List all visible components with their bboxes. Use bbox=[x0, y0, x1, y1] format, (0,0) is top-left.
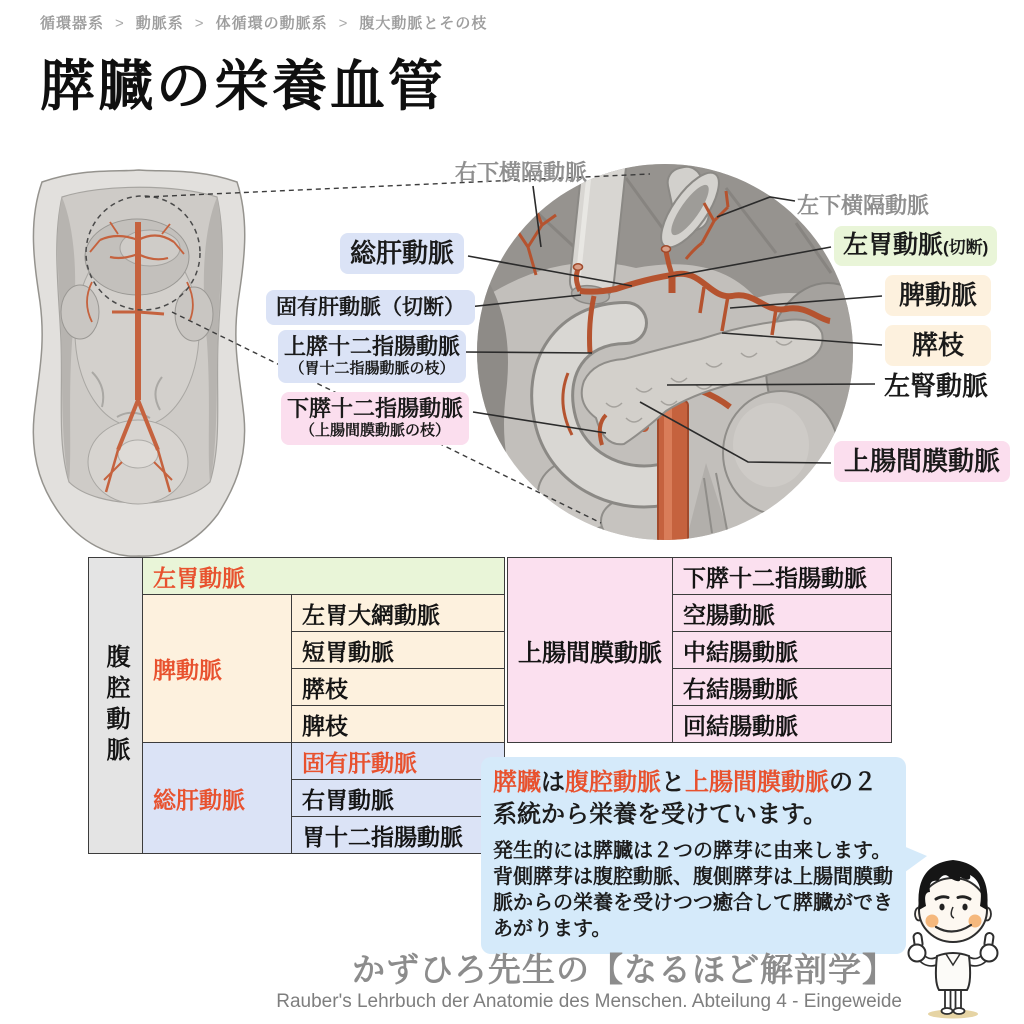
cell-hepatic-branch: 右胃動脈 bbox=[292, 780, 505, 817]
cell-sma-branch: 中結腸動脈 bbox=[673, 632, 892, 669]
leader-left-renal bbox=[667, 384, 875, 385]
label-main-text: 上膵十二指腸動脈 bbox=[284, 334, 461, 359]
leader-left-inferior-phrenic bbox=[717, 197, 795, 217]
label-superior-mesenteric-artery: 上腸間膜動脈 bbox=[834, 441, 1010, 482]
footer-brand: かずひろ先生の【なるほど解剖学】 bbox=[352, 951, 896, 988]
label-splenic-artery: 脾動脈 bbox=[885, 275, 991, 316]
cell-splenic-branch: 脾枝 bbox=[292, 706, 505, 743]
label-sub-text: （上腸間膜動脈の枝） bbox=[300, 422, 451, 440]
leader-inf-pancreaticoduodenal bbox=[473, 412, 606, 433]
leader-right-inferior-phrenic bbox=[533, 186, 541, 247]
label-proper-hepatic-artery: 固有肝動脈（切断） bbox=[266, 290, 475, 325]
cell-left-gastric: 左胃動脈 bbox=[143, 558, 505, 595]
page-title: 膵臓の栄養血管 bbox=[40, 55, 447, 117]
cell-sma-branch: 回結腸動脈 bbox=[673, 706, 892, 743]
label-superior-pancreaticoduodenal-artery bbox=[278, 330, 466, 383]
note-summary: 膵臓は腹腔動脈と上腸間膜動脈の２系統から栄養を受けています。 bbox=[493, 769, 877, 828]
cell-sma-branch: 下膵十二指腸動脈 bbox=[673, 558, 892, 595]
leader-splenic bbox=[730, 296, 882, 308]
mascot-illustration bbox=[892, 848, 1016, 1020]
label-cut-note: (切断) bbox=[943, 238, 989, 257]
breadcrumb-item-systemic[interactable]: 体循環の動脈系 bbox=[215, 15, 328, 32]
celiac-artery-table bbox=[88, 557, 505, 854]
leader-left-gastric bbox=[668, 247, 831, 277]
cell-splenic-branch: 膵枝 bbox=[292, 669, 505, 706]
label-left-gastric-artery bbox=[834, 226, 997, 266]
label-left-inferior-phrenic-artery: 左下横隔動脈 bbox=[797, 193, 930, 218]
cell-hepatic-branch: 固有肝動脈 bbox=[292, 743, 505, 780]
leader-sup-pancreaticoduodenal bbox=[464, 352, 592, 353]
cell-splenic-branch: 左胃大網動脈 bbox=[292, 595, 505, 632]
leader-pancreatic-branches bbox=[722, 333, 882, 345]
breadcrumb-item-arterial[interactable]: 動脈系 bbox=[135, 15, 184, 32]
cell-splenic-branch: 短胃動脈 bbox=[292, 632, 505, 669]
leader-superior-mesenteric bbox=[640, 402, 831, 463]
label-right-inferior-phrenic-artery: 右下横隔動脈 bbox=[455, 160, 588, 185]
footer-source-citation: Rauber's Lehrbuch der Anatomie des Menschen. Abteilung 4 - Eingeweide bbox=[276, 991, 902, 1012]
cell-sma-branch: 空腸動脈 bbox=[673, 595, 892, 632]
breadcrumb-item-circulatory[interactable]: 循環器系 bbox=[40, 15, 105, 32]
note-detail: 発生的には膵臓は２つの膵芽に由来します。背側膵芽は腹腔動脈、腹側膵芽は上腸間膜動脈からの栄養を受けつつ癒合して膵臓ができあがります。 bbox=[493, 840, 893, 941]
celiac-table-header: 腹腔動脈 bbox=[89, 558, 143, 854]
cell-sma-branch: 右結腸動脈 bbox=[673, 669, 892, 706]
note-bubble bbox=[481, 757, 906, 954]
label-inferior-pancreaticoduodenal-artery bbox=[281, 392, 469, 445]
breadcrumb-separator: > bbox=[194, 15, 205, 32]
label-main-text: 左胃動脈 bbox=[843, 231, 944, 259]
cell-common-hepatic: 総肝動脈 bbox=[143, 743, 292, 854]
label-sub-text: （胃十二指腸動脈の枝） bbox=[289, 360, 455, 378]
label-common-hepatic-artery: 総肝動脈 bbox=[340, 233, 464, 274]
sma-table bbox=[507, 557, 892, 743]
label-main-text: 下膵十二指腸動脈 bbox=[287, 396, 464, 421]
breadcrumb-separator: > bbox=[115, 15, 125, 32]
label-left-renal-artery: 左腎動脈 bbox=[884, 371, 989, 401]
cell-hepatic-branch: 胃十二指腸動脈 bbox=[292, 817, 505, 854]
breadcrumb-item-abdominal-aorta[interactable]: 腹大動脈とその枝 bbox=[359, 15, 488, 32]
label-pancreatic-branches: 膵枝 bbox=[885, 325, 991, 366]
cell-splenic: 脾動脈 bbox=[143, 595, 292, 743]
breadcrumb-separator: > bbox=[338, 15, 349, 32]
leader-common-hepatic bbox=[468, 256, 632, 286]
leader-proper-hepatic bbox=[468, 295, 581, 307]
sma-table-header: 上腸間膜動脈 bbox=[508, 558, 673, 743]
